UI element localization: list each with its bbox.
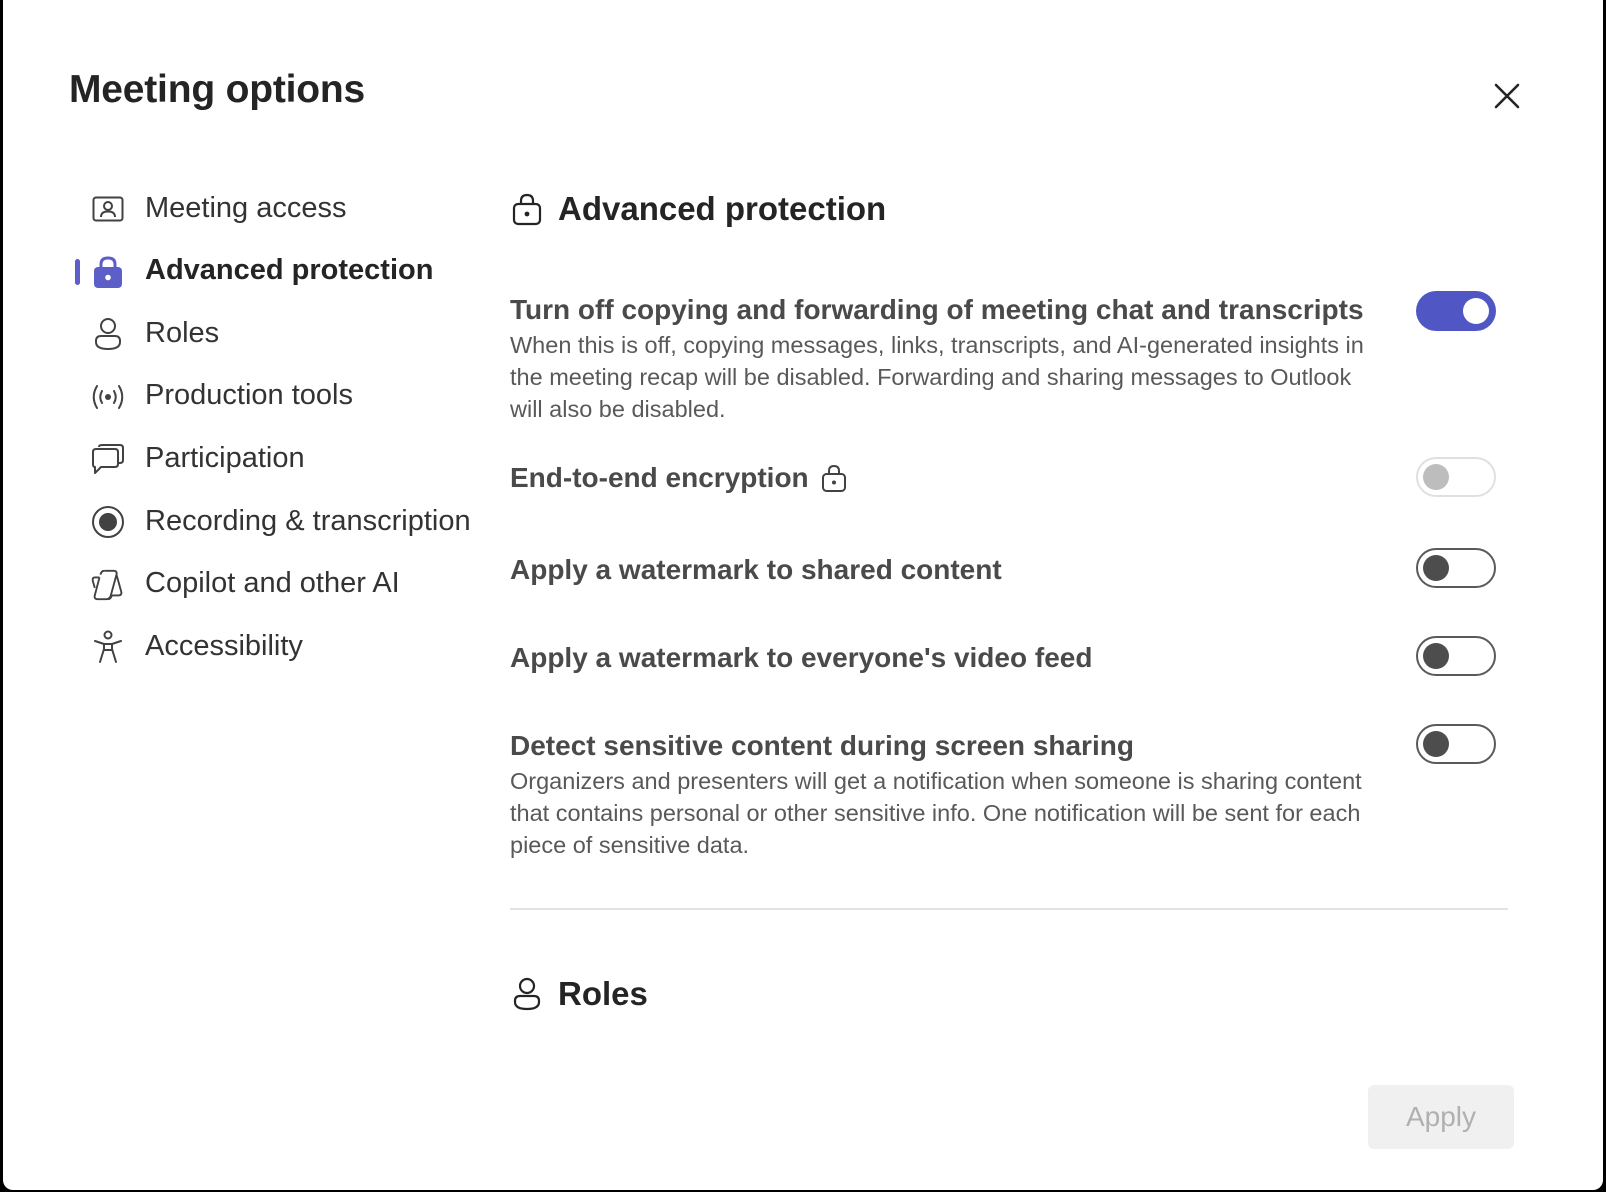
section-title: Advanced protection xyxy=(558,190,887,227)
sidebar-item-label: Participation xyxy=(145,441,305,474)
sidebar-item-meeting-access[interactable] xyxy=(69,176,489,240)
section-title: Roles xyxy=(558,975,648,1012)
accessibility-icon xyxy=(91,630,125,664)
option-title: Detect sensitive content during screen sharing xyxy=(510,730,1134,761)
sidebar-item-recording-transcription[interactable] xyxy=(69,489,489,553)
lock-icon xyxy=(821,463,847,493)
sidebar-item-roles[interactable] xyxy=(69,301,489,365)
option-copy-forward xyxy=(510,292,1510,425)
sidebar-item-label: Advanced protection xyxy=(145,254,434,287)
sidebar-item-copilot[interactable] xyxy=(69,552,489,616)
sidebar-item-label: Recording & transcription xyxy=(145,504,471,537)
record-icon xyxy=(91,505,125,539)
sidebar-item-production-tools[interactable] xyxy=(69,364,489,428)
lock-icon xyxy=(510,191,544,227)
section-header-advanced-protection xyxy=(510,190,886,228)
copilot-icon xyxy=(91,568,125,602)
copy-forward-toggle[interactable] xyxy=(1416,291,1496,331)
option-watermark-video-feed xyxy=(510,640,1510,676)
option-description: Organizers and presenters will get a notification when someone is sharing content that contains personal or other sensitive info. One notification will be sent for each piece of sensitive data. xyxy=(510,768,1362,858)
sidebar-item-accessibility[interactable] xyxy=(69,614,489,678)
toggle-knob xyxy=(1423,643,1449,669)
toggle-knob xyxy=(1423,731,1449,757)
watermark-video-feed-toggle[interactable] xyxy=(1416,636,1496,676)
option-title xyxy=(510,460,1510,496)
sidebar-item-label: Production tools xyxy=(145,379,353,412)
meeting-options-dialog xyxy=(3,0,1603,1190)
watermark-shared-content-toggle[interactable] xyxy=(1416,548,1496,588)
sidebar-item-label: Copilot and other AI xyxy=(145,567,400,600)
option-title-text: End-to-end encryption xyxy=(510,462,809,493)
person-icon xyxy=(91,317,125,351)
option-watermark-shared-content xyxy=(510,552,1510,588)
chat-bubbles-icon xyxy=(91,442,125,476)
option-detect-sensitive-content xyxy=(510,728,1510,861)
option-title: Apply a watermark to everyone's video feed xyxy=(510,642,1093,673)
sidebar-item-label: Meeting access xyxy=(145,191,347,224)
section-divider xyxy=(510,908,1508,910)
broadcast-icon xyxy=(91,380,125,414)
option-description: When this is off, copying messages, links, transcripts, and AI-generated insights in the meeting recap will be disabled. Forwarding and sharing messages to Outlook will also be disabled. xyxy=(510,332,1364,422)
sidebar-item-participation[interactable] xyxy=(69,426,489,490)
section-header-roles xyxy=(510,975,648,1013)
close-button[interactable] xyxy=(1487,76,1527,116)
detect-sensitive-content-toggle[interactable] xyxy=(1416,724,1496,764)
toggle-knob xyxy=(1423,555,1449,581)
sidebar-item-advanced-protection[interactable] xyxy=(69,239,489,303)
lock-icon xyxy=(91,255,125,289)
meeting-access-icon xyxy=(91,192,125,226)
close-icon xyxy=(1493,82,1521,110)
sidebar-item-label: Accessibility xyxy=(145,629,303,662)
apply-button[interactable]: Apply xyxy=(1368,1085,1514,1149)
option-e2e-encryption xyxy=(510,460,1510,496)
option-title: Apply a watermark to shared content xyxy=(510,554,1002,585)
toggle-knob xyxy=(1463,298,1489,324)
person-icon xyxy=(510,976,544,1012)
active-indicator xyxy=(75,259,80,285)
dialog-title: Meeting options xyxy=(69,68,365,111)
e2e-encryption-toggle xyxy=(1416,457,1496,497)
sidebar-item-label: Roles xyxy=(145,316,220,349)
toggle-knob xyxy=(1423,464,1449,490)
option-title: Turn off copying and forwarding of meeting chat and transcripts xyxy=(510,294,1364,325)
